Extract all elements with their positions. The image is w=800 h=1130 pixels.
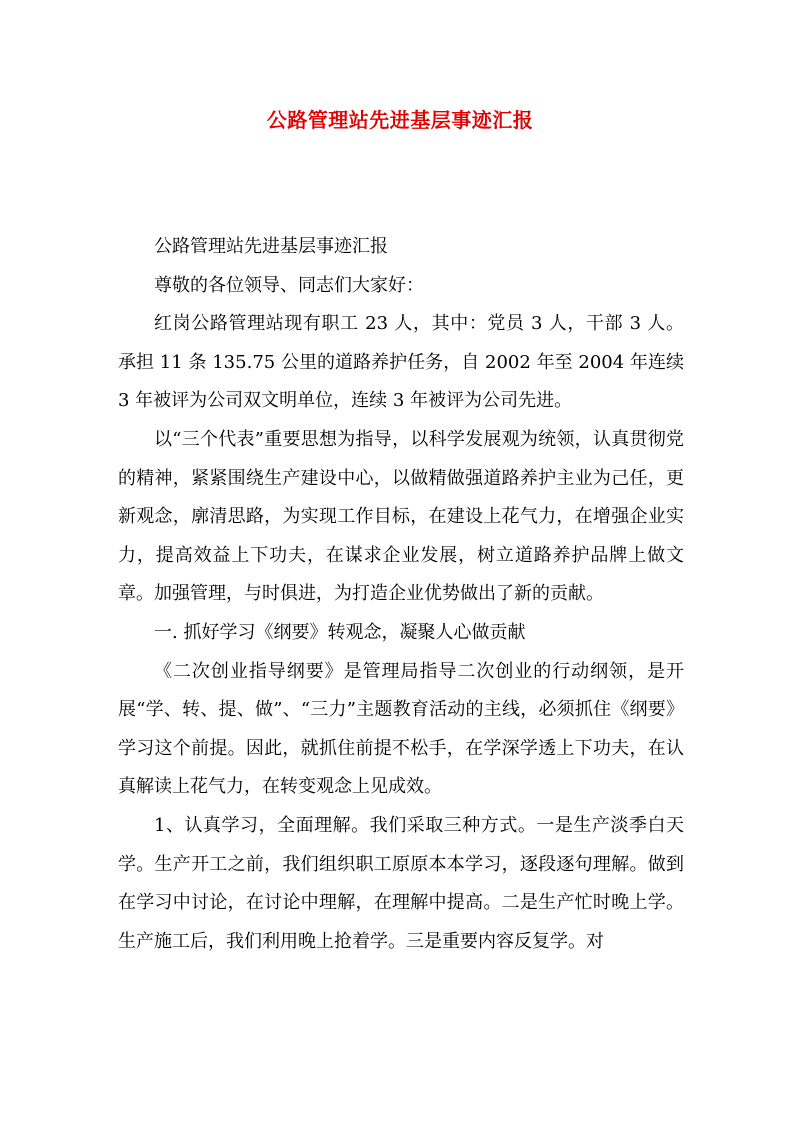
document-title: 公路管理站先进基层事迹汇报 [266,108,534,132]
paragraph-outline-intro: 《二次创业指导纲要》是管理局指导二次创业的行动纲领，是开展“学、转、提、做”、“三力”主题教育活动的主线，必须抓住《纲要》学习这个前提。因此，就抓住前提不松手，在学深学透上下功夫，在认真解读上花气力，在转变观念上见成效。 [118,660,684,798]
document-body [118,228,684,961]
paragraph-subtitle: 公路管理站先进基层事迹汇报 [154,236,388,257]
paragraph-study-methods: 1、认真学习，全面理解。我们采取三种方式。一是生产淡季白天学。生产开工之前，我们组织职工原原本本学习，逐段逐句理解。做到在学习中讨论，在讨论中理解，在理解中提高。二是生产忙时晚上学。生产施工后，我们利用晚上抢着学。三是重要内容反复学。对 [118,814,684,952]
paragraph-greeting: 尊敬的各位领导、同志们大家好： [154,274,424,296]
paragraph-guiding-thought: 以“三个代表”重要思想为指导，以科学发展观为统领，认真贯彻党的精神，紧紧围绕生产建设中心，以做精做强道路养护主业为己任，更新观念，廓清思路，为实现工作目标，在建设上花气力，在增强企业实力，提高效益上下功夫，在谋求企业发展，树立道路养护品牌上做文章。加强管理，与时俱进，为打造企业优势做出了新的贡献。 [118,428,684,605]
section-heading-1: 一. 抓好学习《纲要》转观念，凝聚人心做贡献 [154,621,526,643]
paragraph-station-overview: 红岗公路管理站现有职工 23 人，其中：党员 3 人，干部 3 人。承担 11 条 135.75 公里的道路养护任务，自 2002 年至 2004 年连续 3 年被评为公司双文明单位，连续 3 年被评为公司先进。 [118,313,684,412]
